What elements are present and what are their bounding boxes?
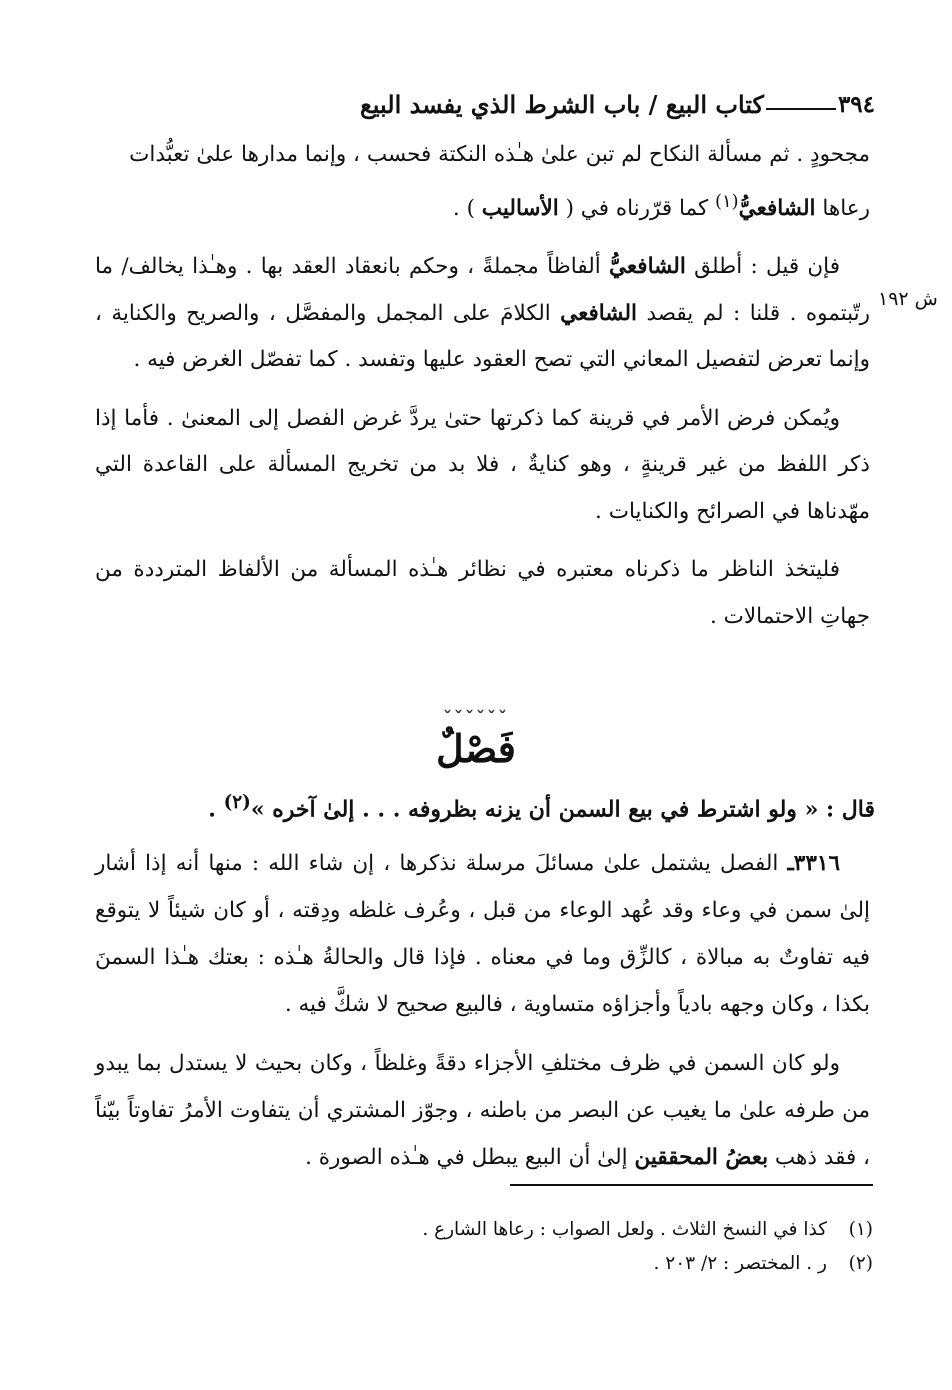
qala-text: : « ولو اشترط في بيع السمن أن يزنه بظروفه . . . إلىٰ آخره » — [250, 796, 842, 823]
p6-text-a: ولو كان السمن في ظرف مختلفِ الأجزاء دقةً وغلظاً ، وكان بحيث لا يستدل بما يبدو من طرفه علىٰ ما يغيب عن البصر من باطنه ، وجوّز المشتري أن يتفاوت الأمرُ تفاوتاً بيّناً ، فقد ذهب — [95, 1051, 870, 1170]
main-text — [95, 132, 870, 640]
paragraph-6 — [95, 1040, 870, 1181]
running-title: كتاب البيع / باب الشرط الذي يفسد البيع — [360, 89, 764, 119]
p6-text-b: إلىٰ أن البيع يبطل في هـٰذه الصورة . — [305, 1145, 635, 1170]
footnote-text: ر . المختصر : ٢/ ٢٠٣ . — [653, 1253, 827, 1274]
paragraph-2 — [95, 244, 870, 384]
qala-end: . — [208, 796, 224, 823]
issue-number: ٣٣١٦ـ — [787, 851, 840, 876]
paragraph-5 — [95, 840, 870, 1028]
p1-text-b: كما قرّرناه في ( — [558, 195, 716, 221]
name-shafii-3: الشافعي — [560, 300, 637, 326]
footnote-ref-2: (٢) — [223, 792, 251, 813]
section-heading — [0, 708, 952, 771]
p2-text-c: الكلامَ على المجمل والمفصَّل ، والصريح والكناية ، وإنما تعرض لتفصيل المعاني التي تصح العقود عليها وتفسد . كما تفصّل الغرض فيه . — [95, 300, 870, 373]
quoted-text-line — [150, 783, 875, 829]
name-shafii: الشافعيُّ — [738, 195, 816, 221]
footnote-2 — [95, 1247, 873, 1281]
footnote-1 — [95, 1213, 873, 1247]
paragraph-4: فليتخذ الناظر ما ذكرناه معتبره في نظائر هـٰذه المسألة من الألفاظ المترددة من جهاتِ الاحتمالات . — [95, 557, 870, 629]
running-header — [95, 84, 875, 124]
p2-text-a: فإن قيل : أطلق — [685, 254, 840, 280]
qala-label: قال — [841, 796, 875, 823]
margin-manuscript-ref: ش ١٩٢ — [878, 288, 938, 310]
footnote-divider — [510, 1184, 873, 1186]
paragraph-1 — [95, 132, 870, 232]
main-text-2 — [95, 840, 870, 1181]
p2-text-b: ألفاظاً مجملةً ، وحكم بانعقاد العقد بها . وهـٰذا يخالف/ ما رتّبتموه . قلنا : لم يقصد — [95, 254, 870, 326]
book-title-asalib: الأساليب — [481, 195, 559, 221]
paragraph-3: ويُمكن فرض الأمر في قرينة كما ذكرتها حتىٰ يردَّ غرض الفصل إلى المعنىٰ . فأما إذا ذكر اللفظ من غير قرينةٍ ، وهو كنايةٌ ، فلا بد من تخريج المسألة على القاعدة التي مهّدناها في الصرائح والكنايات . — [95, 405, 870, 524]
some-scholars: بعضُ المحققين — [634, 1145, 769, 1170]
header-rule — [766, 108, 836, 110]
footnote-number: (٢) — [848, 1253, 873, 1274]
p1-text-a: رعاها — [815, 195, 870, 221]
heading-ornament: ˇˇˇˇˇˇ — [443, 708, 509, 729]
name-shafii-2: الشافعيُّ — [609, 254, 686, 280]
footnote-number: (١) — [848, 1219, 873, 1240]
p5-text: الفصل يشتمل علىٰ مسائلَ مرسلة نذكرها ، إن شاء الله : منها أنه إذا أشار إلىٰ سمن في وعاء وقد عُهد الوعاء من قبل ، وعُرف غلظه ودِقته ، أو كان شيئاً لا يتوقع فيه تفاوتٌ به مبالاة ، كالزِّق وما في معناه . فإذا قال والحالةُ هـٰذه : بعتك هـٰذا السمنَ بكذا ، وكان وجهه بادياً وأجزاؤه متساوية ، فالبيع صحيح لا شكَّ فيه . — [95, 851, 870, 1017]
footnote-ref-1: (١) — [715, 190, 739, 212]
page-number: ٣٩٤ — [837, 90, 875, 118]
section-heading-text: فَصْلٌ — [436, 726, 516, 771]
p1-text-c: ) . — [452, 195, 482, 221]
footnotes — [95, 1213, 873, 1281]
p1-line1: مجحودٍ . ثم مسألة النكاح لم تبن علىٰ هـٰذه النكتة فحسب ، وإنما مدارها علىٰ تعبُّدات — [129, 142, 870, 167]
footnote-text: كذا في النسخ الثلاث . ولعل الصواب : رعاها الشارع . — [422, 1219, 827, 1240]
